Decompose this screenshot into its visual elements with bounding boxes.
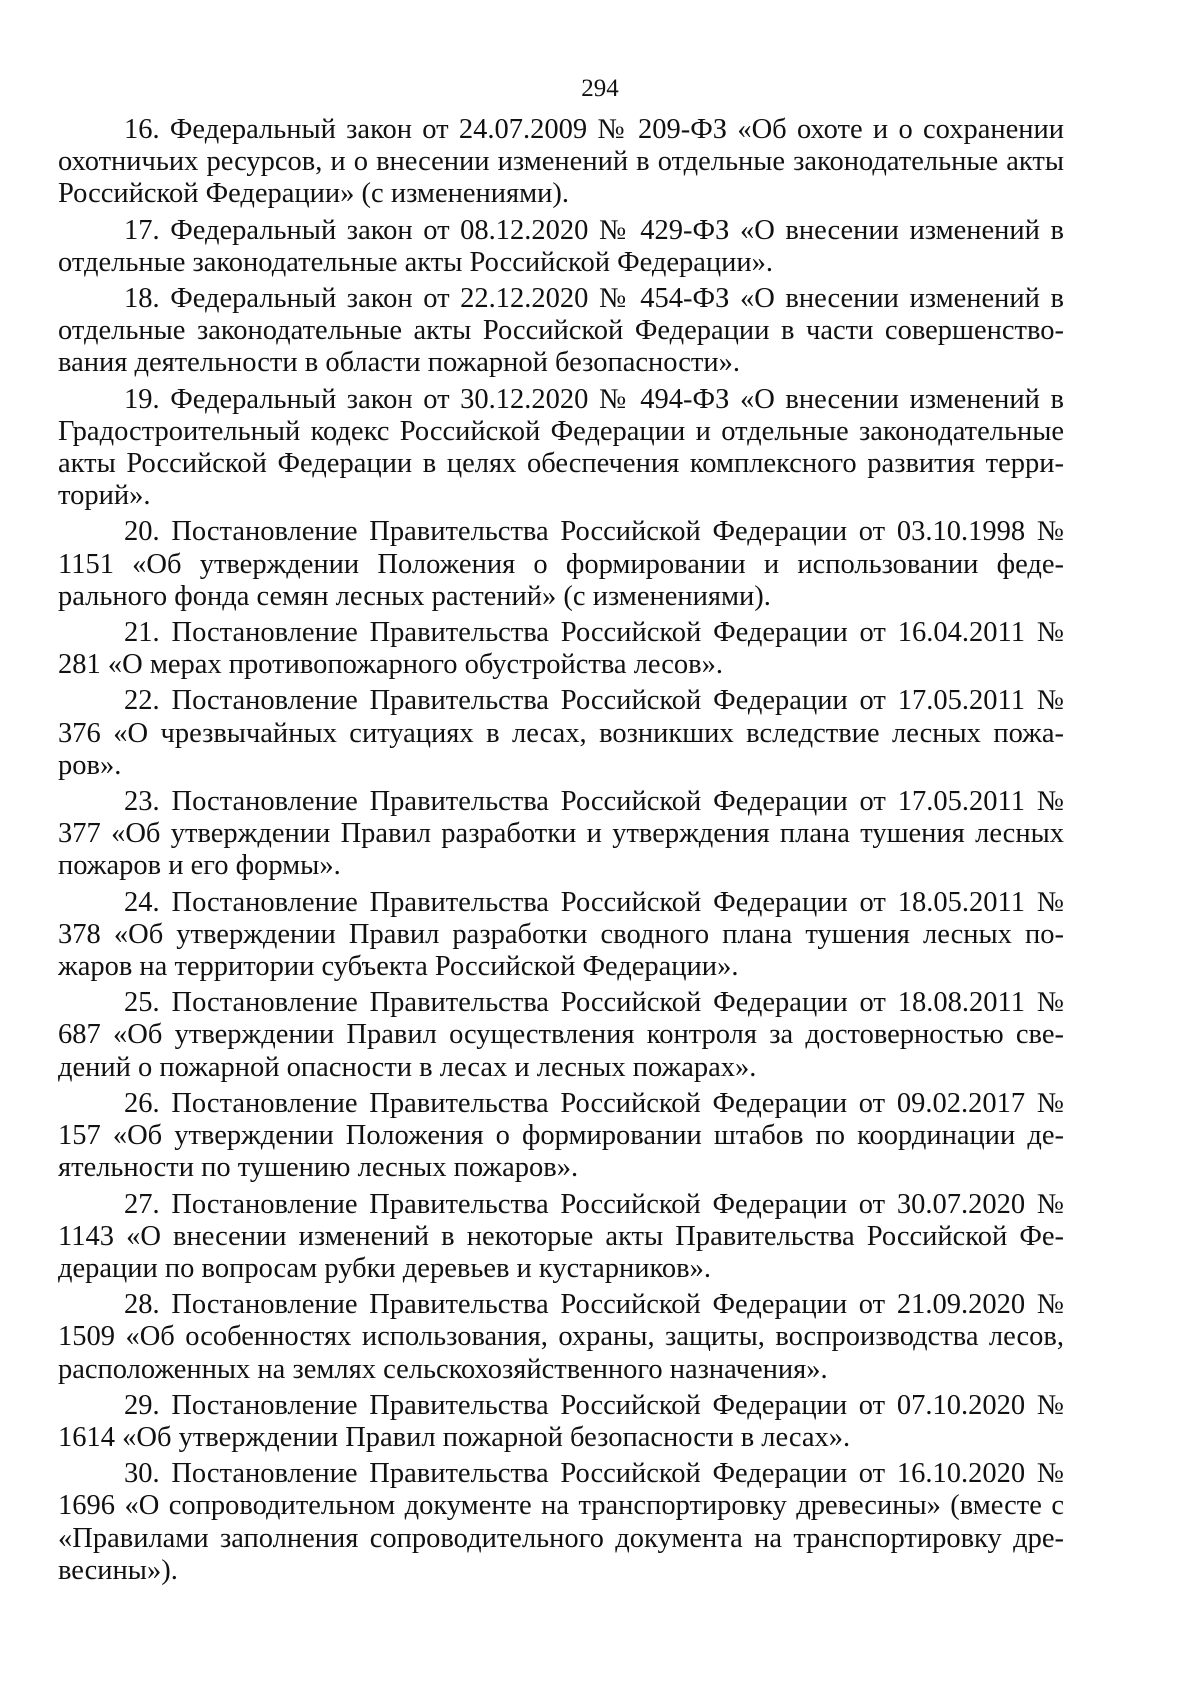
- list-item-16: 16. Федеральный закон от 24.07.2009 № 209-ФЗ «Об охоте и о сохранении охотничьих ресурсов, и о внесении изменений в отдельные законодательные акты Российской Федерации» (с изменениями).: [58, 114, 1064, 210]
- list-item-28: 28. Постановление Правительства Российской Федерации от 21.09.2020 № 1509 «Об особенностях использования, охраны, защиты, воспроизводства лесов, расположенных на землях сельскохозяйственного назначения».: [58, 1289, 1064, 1385]
- list-item-22: 22. Постановление Правительства Российской Федерации от 17.05.2011 № 376 «О чрезвычайных ситуациях в лесах, возникших вследствие лесных пожаров».: [58, 685, 1064, 781]
- list-item-27: 27. Постановление Правительства Российской Федерации от 30.07.2020 № 1143 «О внесении изменений в некоторые акты Правительства Российской Федерации по вопросам рубки деревьев и кустарников».: [58, 1188, 1064, 1284]
- page-number: 294: [581, 75, 619, 102]
- list-item-17: 17. Федеральный закон от 08.12.2020 № 429-ФЗ «О внесении изменений в отдельные законодательные акты Российской Федерации».: [58, 214, 1064, 278]
- list-item-20: 20. Постановление Правительства Российской Федерации от 03.10.1998 № 1151 «Об утверждении Положения о формировании и использовании федерального фонда семян лесных растений» (с изменениями).: [58, 516, 1064, 612]
- reference-list: [58, 114, 1064, 1591]
- list-item-30: 30. Постановление Правительства Российской Федерации от 16.10.2020 № 1696 «О сопроводительном документе на транспортировку древесины» (вместе с «Правилами заполнения сопроводительного документа на транспортировку древесины»).: [58, 1458, 1064, 1586]
- list-item-23: 23. Постановление Правительства Российской Федерации от 17.05.2011 № 377 «Об утверждении Правил разработки и утверждения плана тушения лесных пожаров и его формы».: [58, 786, 1064, 882]
- list-item-29: 29. Постановление Правительства Российской Федерации от 07.10.2020 № 1614 «Об утверждении Правил пожарной безопасности в лесах».: [58, 1389, 1064, 1453]
- list-item-19: 19. Федеральный закон от 30.12.2020 № 494-ФЗ «О внесении изменений в Градостроительный кодекс Российской Федерации и отдельные законодательные акты Российской Федерации в целях обеспечения комплексного развития территорий».: [58, 383, 1064, 512]
- list-item-18: 18. Федеральный закон от 22.12.2020 № 454-ФЗ «О внесении изменений в отдельные законодательные акты Российской Федерации в части совершенствования деятельности в области пожарной безопасности».: [58, 283, 1064, 379]
- list-item-25: 25. Постановление Правительства Российской Федерации от 18.08.2011 № 687 «Об утверждении Правил осуществления контроля за достоверностью сведений о пожарной опасности в лесах и лесных пожарах».: [58, 987, 1064, 1083]
- list-item-26: 26. Постановление Правительства Российской Федерации от 09.02.2017 № 157 «Об утверждении Положения о формировании штабов по координации деятельности по тушению лесных пожаров».: [58, 1087, 1064, 1184]
- list-item-21: 21. Постановление Правительства Российской Федерации от 16.04.2011 № 281 «О мерах противопожарного обустройства лесов».: [58, 617, 1064, 681]
- list-item-24: 24. Постановление Правительства Российской Федерации от 18.05.2011 № 378 «Об утверждении Правил разработки сводного плана тушения лесных пожаров на территории субъекта Российской Федерации».: [58, 886, 1064, 983]
